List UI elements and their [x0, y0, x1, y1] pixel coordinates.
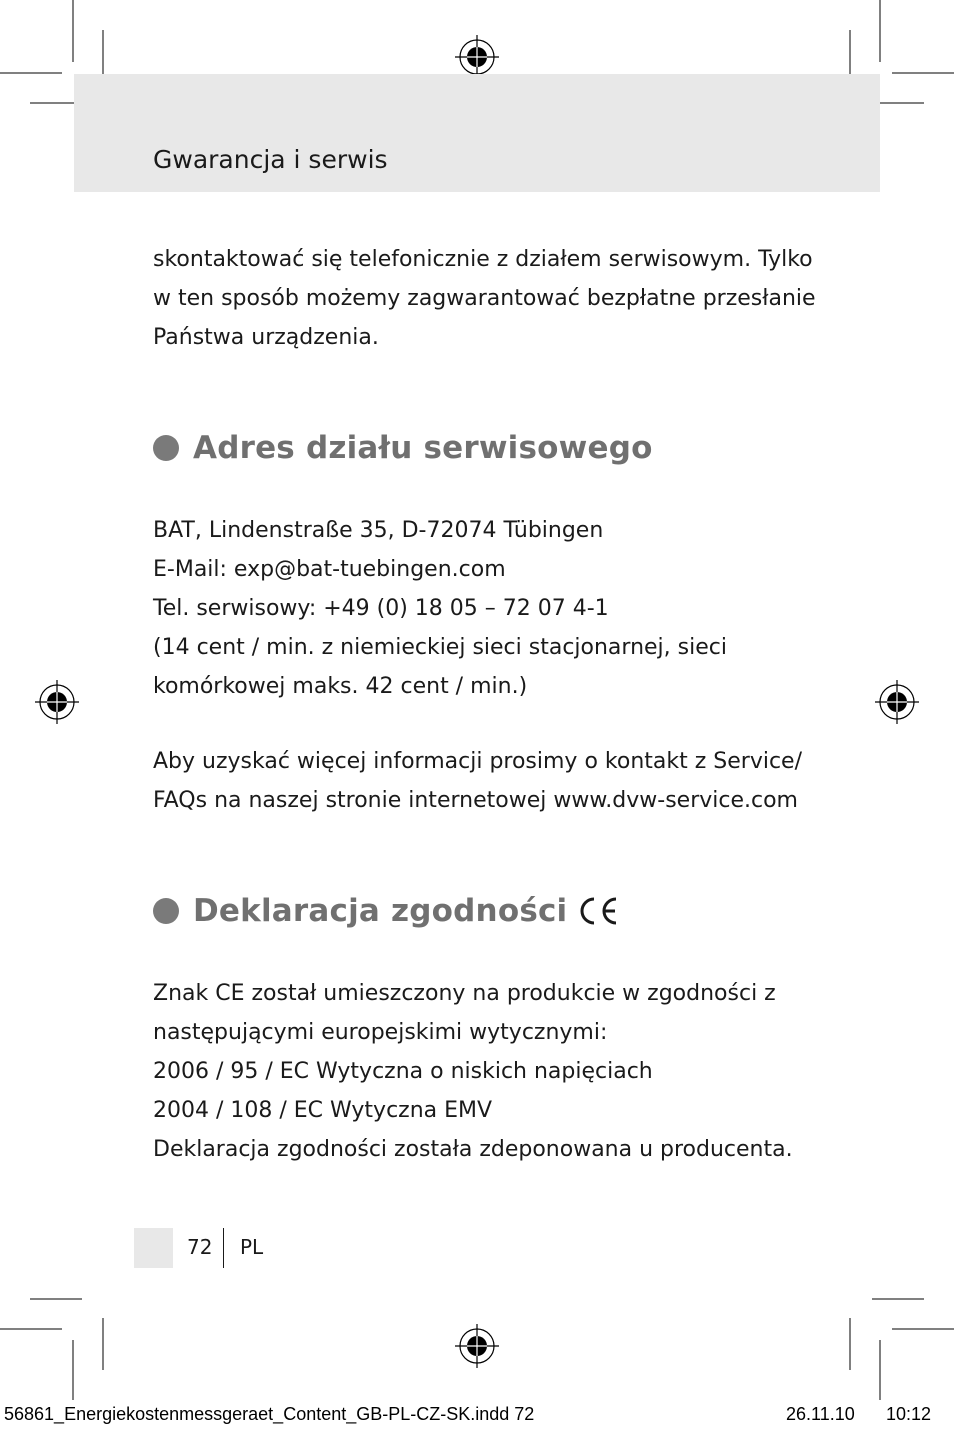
phone-line: Tel. serwisowy: +49 (0) 18 05 – 72 07 4-1 — [153, 596, 609, 621]
address-line: BAT, Lindenstraße 35, D-72074 Tübingen — [153, 518, 604, 543]
registration-mark-top-icon — [455, 35, 499, 79]
intro-line: w ten sposób możemy zagwarantować bezpłatne przesłanie — [153, 286, 816, 311]
rate-line: komórkowej maks. 42 cent / min.) — [153, 674, 528, 699]
directive-line: 2006 / 95 / EC Wytyczna o niskich napięciach — [153, 1059, 653, 1084]
bullet-icon — [153, 435, 179, 461]
conformity-paragraph — [153, 974, 793, 1169]
service-info-paragraph — [153, 742, 802, 820]
page-language: PL — [240, 1235, 264, 1259]
page-number-box — [134, 1228, 173, 1268]
registration-mark-right-icon — [875, 680, 919, 724]
conformity-line: Deklaracja zgodności została zdeponowana u producenta. — [153, 1137, 793, 1162]
conformity-line: następującymi europejskimi wytycznymi: — [153, 1020, 608, 1045]
slug-time: 10:12 — [886, 1404, 932, 1424]
registration-mark-bottom-icon — [455, 1324, 499, 1368]
header-band — [74, 74, 880, 192]
intro-paragraph — [153, 240, 816, 357]
service-address-heading — [153, 430, 653, 466]
rate-line: (14 cent / min. z niemieckiej sieci stacjonarnej, sieci — [153, 635, 727, 660]
service-address-block — [153, 511, 727, 706]
intro-line: Państwa urządzenia. — [153, 325, 379, 350]
info-line: Aby uzyskać więcej informacji prosimy o kontakt z Service/ — [153, 749, 802, 774]
intro-line: skontaktować się telefonicznie z działem serwisowym. Tylko — [153, 247, 813, 272]
email-line: E-Mail: exp@bat-tuebingen.com — [153, 557, 506, 582]
conformity-heading — [153, 893, 619, 929]
info-line: FAQs na naszej stronie internetowej www.dvw-service.com — [153, 788, 798, 813]
page-divider — [223, 1228, 224, 1268]
section-header-title: Gwarancja i serwis — [153, 145, 388, 174]
conformity-line: Znak CE został umieszczony na produkcie w zgodności z — [153, 981, 776, 1006]
ce-mark-icon — [577, 895, 619, 927]
conformity-title: Deklaracja zgodności — [193, 893, 568, 929]
directive-line: 2004 / 108 / EC Wytyczna EMV — [153, 1098, 493, 1123]
service-address-title: Adres działu serwisowego — [193, 430, 653, 466]
bullet-icon — [153, 898, 179, 924]
registration-mark-left-icon — [35, 680, 79, 724]
slug-date: 26.11.10 — [786, 1404, 855, 1424]
slug-filename: 56861_Energiekostenmessgeraet_Content_GB-PL-CZ-SK.indd 72 — [4, 1404, 535, 1424]
page-number: 72 — [187, 1235, 213, 1259]
